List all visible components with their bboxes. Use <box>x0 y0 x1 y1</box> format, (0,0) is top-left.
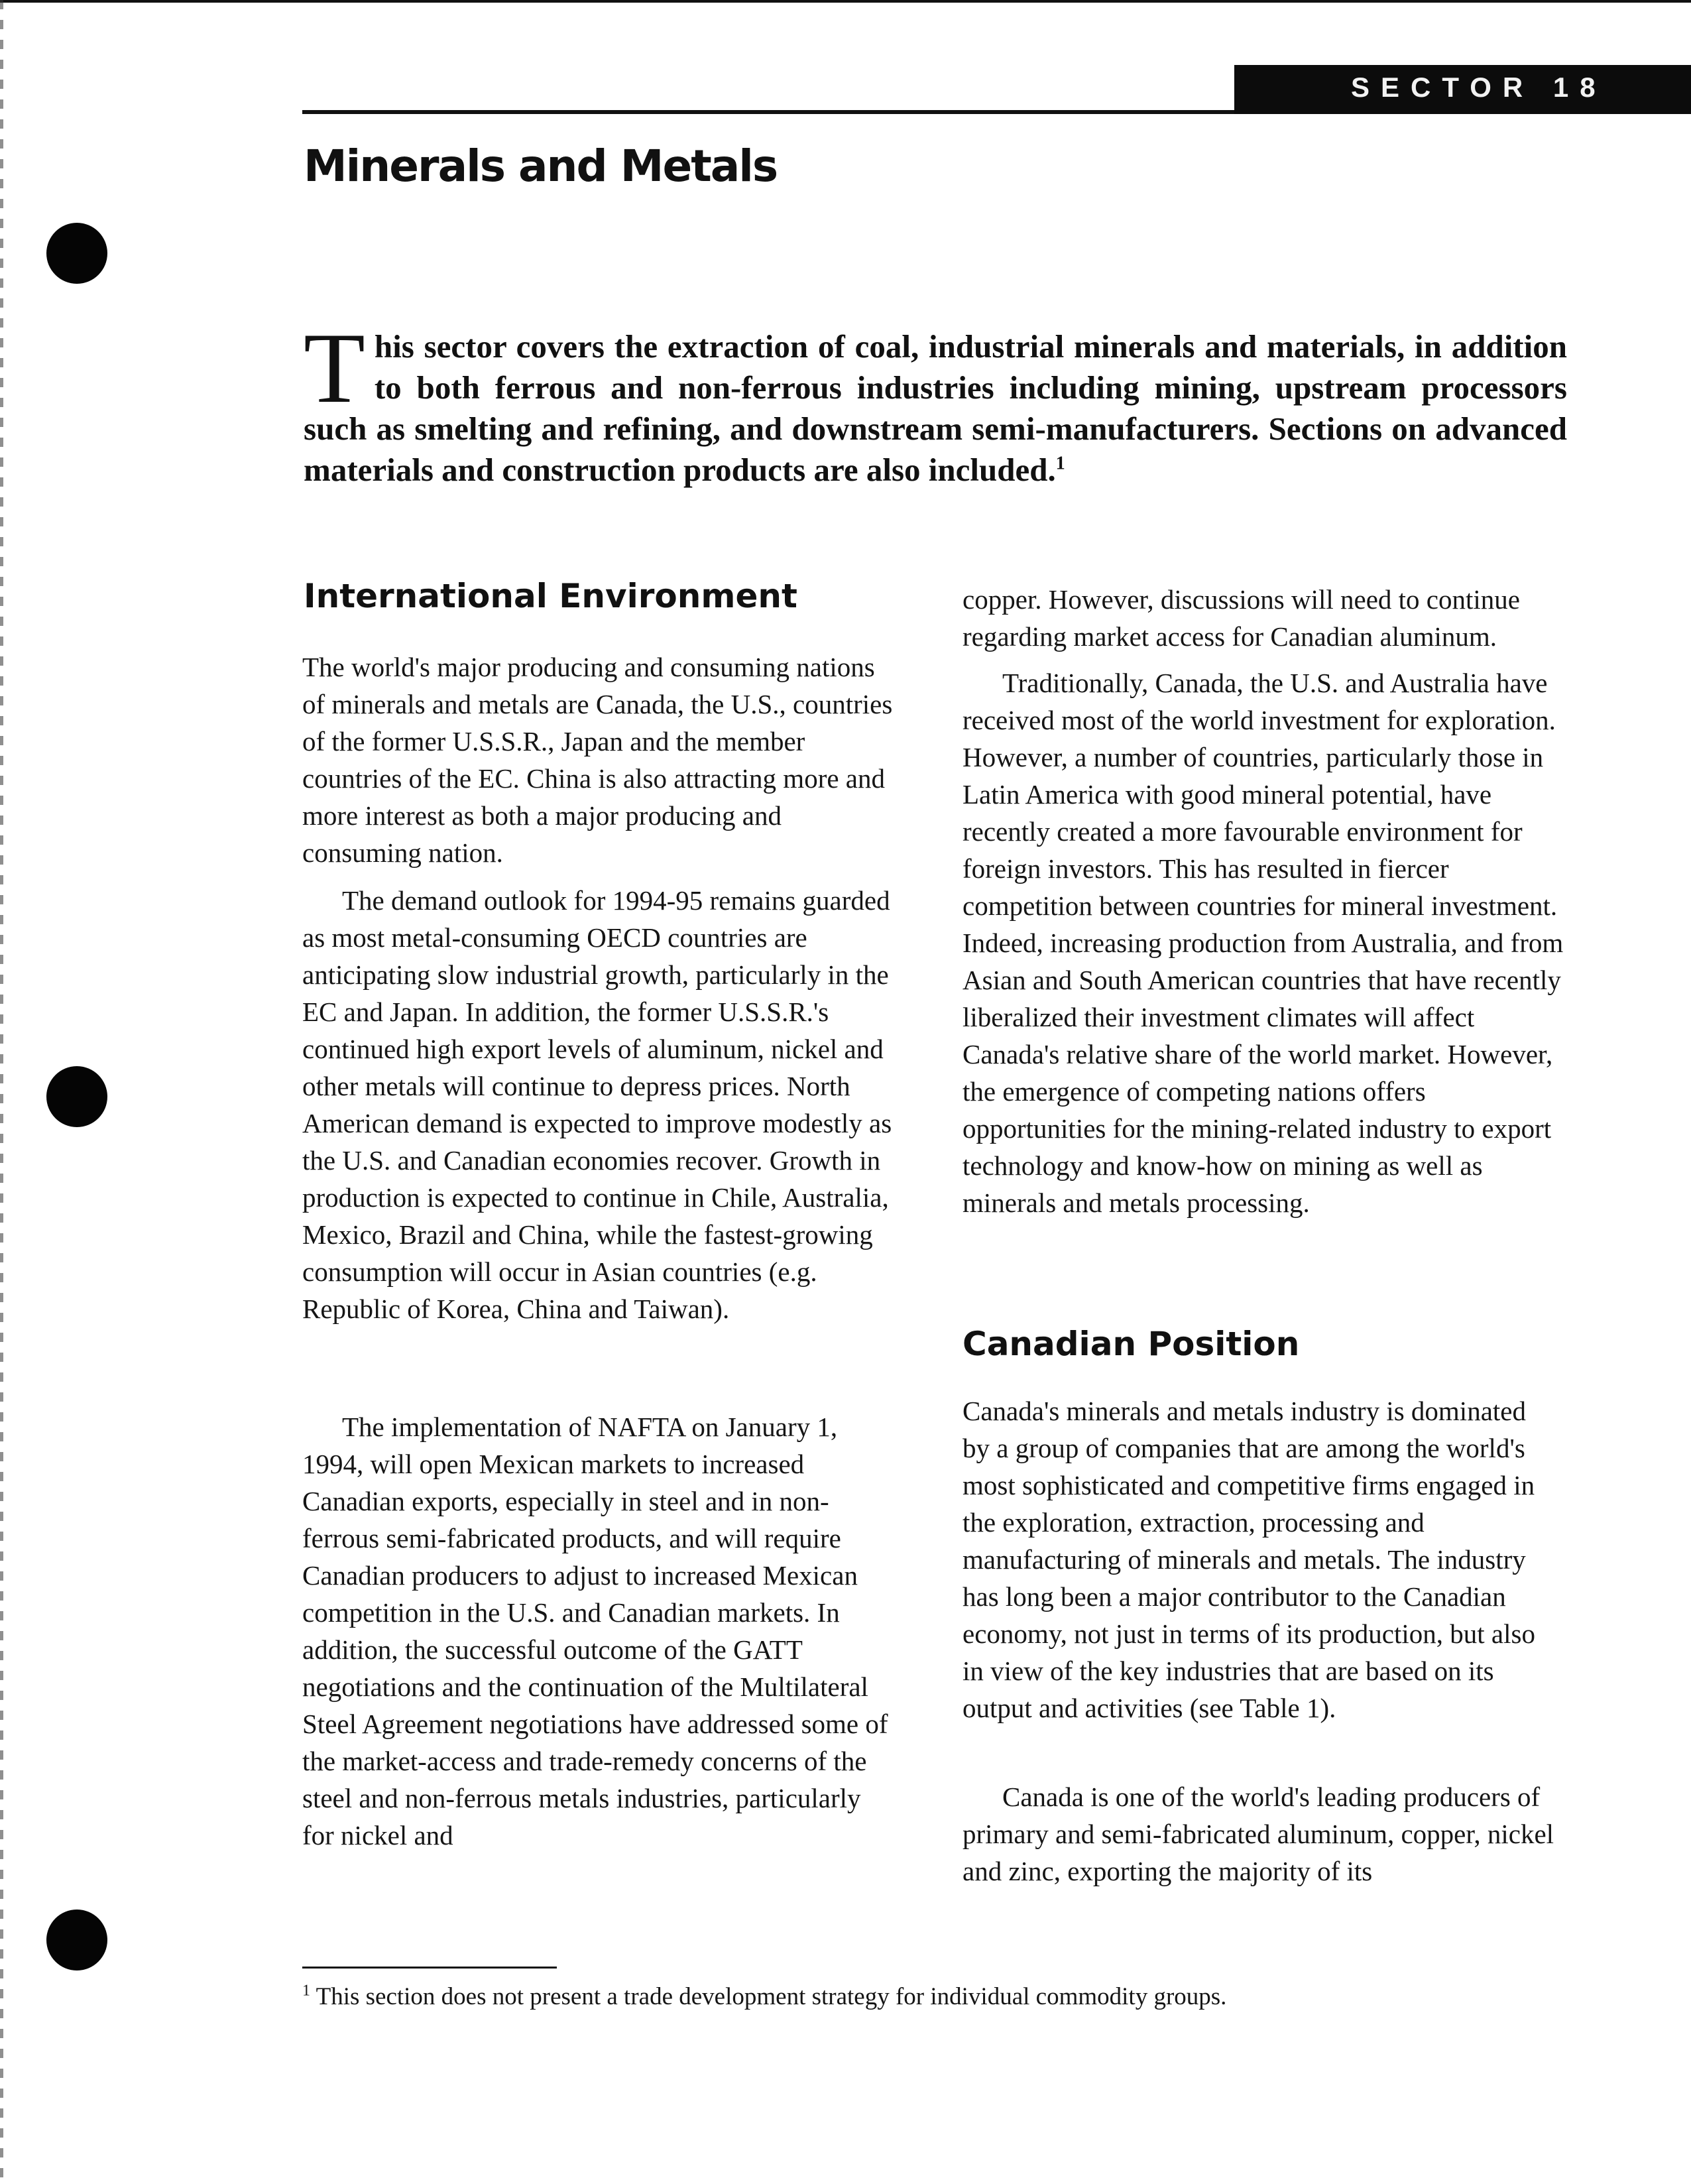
intro-paragraph <box>304 312 1567 491</box>
binder-punch-hole-middle <box>46 1066 107 1127</box>
page-title: Minerals and Metals <box>304 141 778 192</box>
footnote-text: This section does not present a trade development strategy for individual commodity groups. <box>316 1983 1227 2010</box>
footnote <box>302 1981 1226 2013</box>
intro-text: his sector covers the extraction of coal, industrial minerals and materials, in addition to both ferrous and non-ferrous industries including mining, upstream processors such as smelting and refining, and downstream semi-manufacturers. Sections on advanced materials and construction products are also included. <box>304 328 1567 488</box>
canadian-position-paragraph-2: Canada is one of the world's leading producers of primary and semi-fabricated aluminum, copper, nickel and zinc, exporting the majority of its <box>962 1782 1554 1886</box>
scan-left-edge <box>0 0 3 2184</box>
footnote-number: 1 <box>302 1982 310 2000</box>
footnote-rule <box>302 1967 557 1969</box>
page-top-border <box>0 0 1691 3</box>
canadian-position-heading: Canadian Position <box>962 1325 1300 1363</box>
binder-punch-hole-top <box>46 223 107 284</box>
intl-env-paragraph-2: The demand outlook for 1994-95 remains guarded as most metal-consuming OECD countries are anticipating slow industrial growth, particularly in the EC and Japan. In addition, the former U.S.S.R.'s continued high export levels of aluminum, nickel and other metals will continue to depress prices. North American demand is expected to improve modestly as the U.S. and Canadian economies recover. Growth in production is expected to continue in Chile, Australia, Mexico, Brazil and China, while the fastest-growing consumption will occur in Asian countries (e.g. Republic of Korea, China and Taiwan). <box>302 885 892 1324</box>
intl-env-paragraph-1: The world's major producing and consuming nations of minerals and metals are Canada, the U.S., countries of the former U.S.S.R., Japan and the member countries of the EC. China is also attracting more and more interest as both a major producing and consuming nation. <box>302 652 893 868</box>
intro-footnote-ref: 1 <box>1055 453 1065 474</box>
intro-drop-cap: T <box>304 312 365 424</box>
header-rule <box>302 110 1237 114</box>
sector-label: SECTOR 18 <box>1351 72 1607 103</box>
intl-env-paragraph-3: The implementation of NAFTA on January 1, 1994, will open Mexican markets to increased Canadian exports, especially in steel and in non-ferrous semi-fabricated products, and will require Canadian producers to adjust to increased Mexican competition in the U.S. and Canadian markets. In addition, the successful outcome of the GATT negotiations and the continuation of the Multilateral Steel Agreement negotiations have addressed some of the market-access and trade-remedy concerns of the steel and non-ferrous metals industries, particularly for nickel and <box>302 1412 888 1850</box>
canadian-position-paragraph-1: Canada's minerals and metals industry is dominated by a group of companies that are among the world's most sophisticated and competitive firms engaged in the exploration, extraction, processing and manufacturing of minerals and metals. The industry has long been a major contributor to the Canadian economy, not just in terms of its production, but also in view of the key industries that are based on its output and activities (see Table 1). <box>962 1396 1535 1723</box>
intl-env-paragraph-4: copper. However, discussions will need to continue regarding market access for Canadian aluminum. <box>962 584 1520 652</box>
intl-env-paragraph-5: Traditionally, Canada, the U.S. and Australia have received most of the world investment for exploration. However, a number of countries, particularly those in Latin America with good mineral potential, have recently created a more favourable environment for foreign investors. This has resulted in fiercer competition between countries for mineral investment. Indeed, increasing production from Australia, and from Asian and South American countries that have recently liberalized their investment climates will affect Canada's relative share of the world market. However, the emergence of competing nations offers opportunities for the mining-related industry to export technology and know-how on mining as well as minerals and metals processing. <box>962 668 1564 1218</box>
binder-punch-hole-bottom <box>46 1910 107 1971</box>
international-environment-heading: International Environment <box>304 577 797 615</box>
